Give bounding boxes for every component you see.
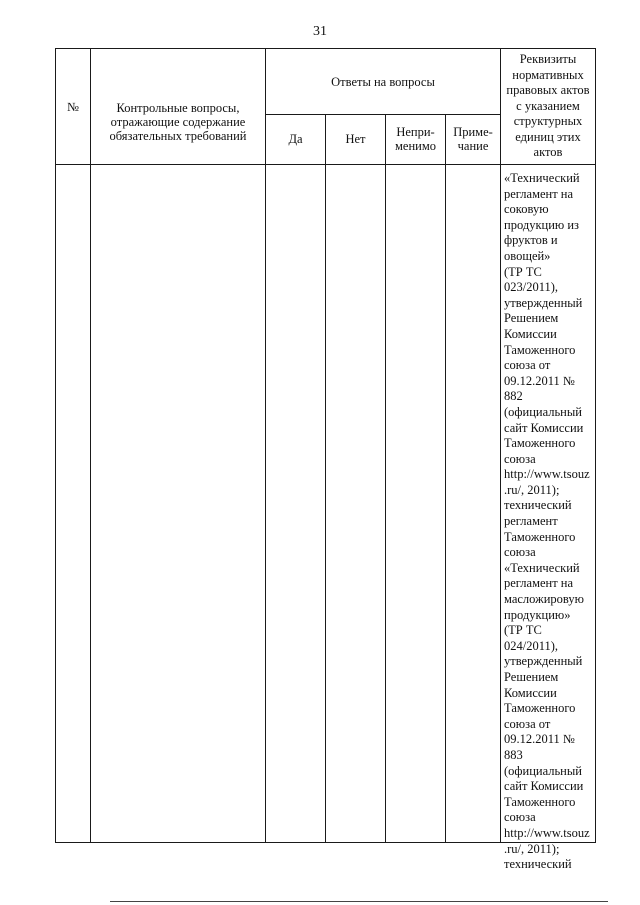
checklist-table	[55, 48, 596, 872]
column-divider-na	[445, 49, 446, 842]
column-divider-questions	[265, 49, 266, 842]
header-questions: Контрольные вопросы, отражающие содержание обязательных требований	[109, 100, 247, 143]
column-divider-no	[385, 49, 386, 842]
header-answer-no: Нет	[345, 132, 366, 146]
scan-edge-line	[110, 901, 608, 902]
header-answer-note: Приме- чание	[453, 125, 493, 153]
header-answer-not-applicable: Непри- менимо	[395, 125, 436, 153]
column-divider-yes	[325, 49, 326, 842]
column-divider-number	[90, 49, 91, 842]
header-bottom-border	[56, 164, 595, 165]
column-divider-note	[500, 49, 501, 842]
header-requisites: Реквизиты нормативных правовых актов с указанием структурных единиц этих актов	[506, 52, 590, 160]
row-requisites-cell: «Технический регламент на соковую продукцию из фруктов и овощей» (ТР ТС 023/2011), утвержденный Решением Комиссии Таможенного союза от 09.12.2011 № 882 (официальный сайт Комиссии Таможенного союза http://www.tsouz .ru/, 2011); технический регламент Таможенного союза «Технический регламент на масложировую продукцию» (ТР ТС 024/2011), утвержденный Решением Комиссии Таможенного союза от 09.12.2011 № 883 (официальный сайт Комиссии Таможенного союза http://www.tsouz .ru/, 2011); технический	[504, 171, 590, 872]
header-answers-group: Ответы на вопросы	[331, 74, 435, 89]
header-number: №	[67, 99, 79, 114]
header-answer-yes: Да	[288, 132, 303, 146]
page-number: 31	[313, 24, 327, 39]
